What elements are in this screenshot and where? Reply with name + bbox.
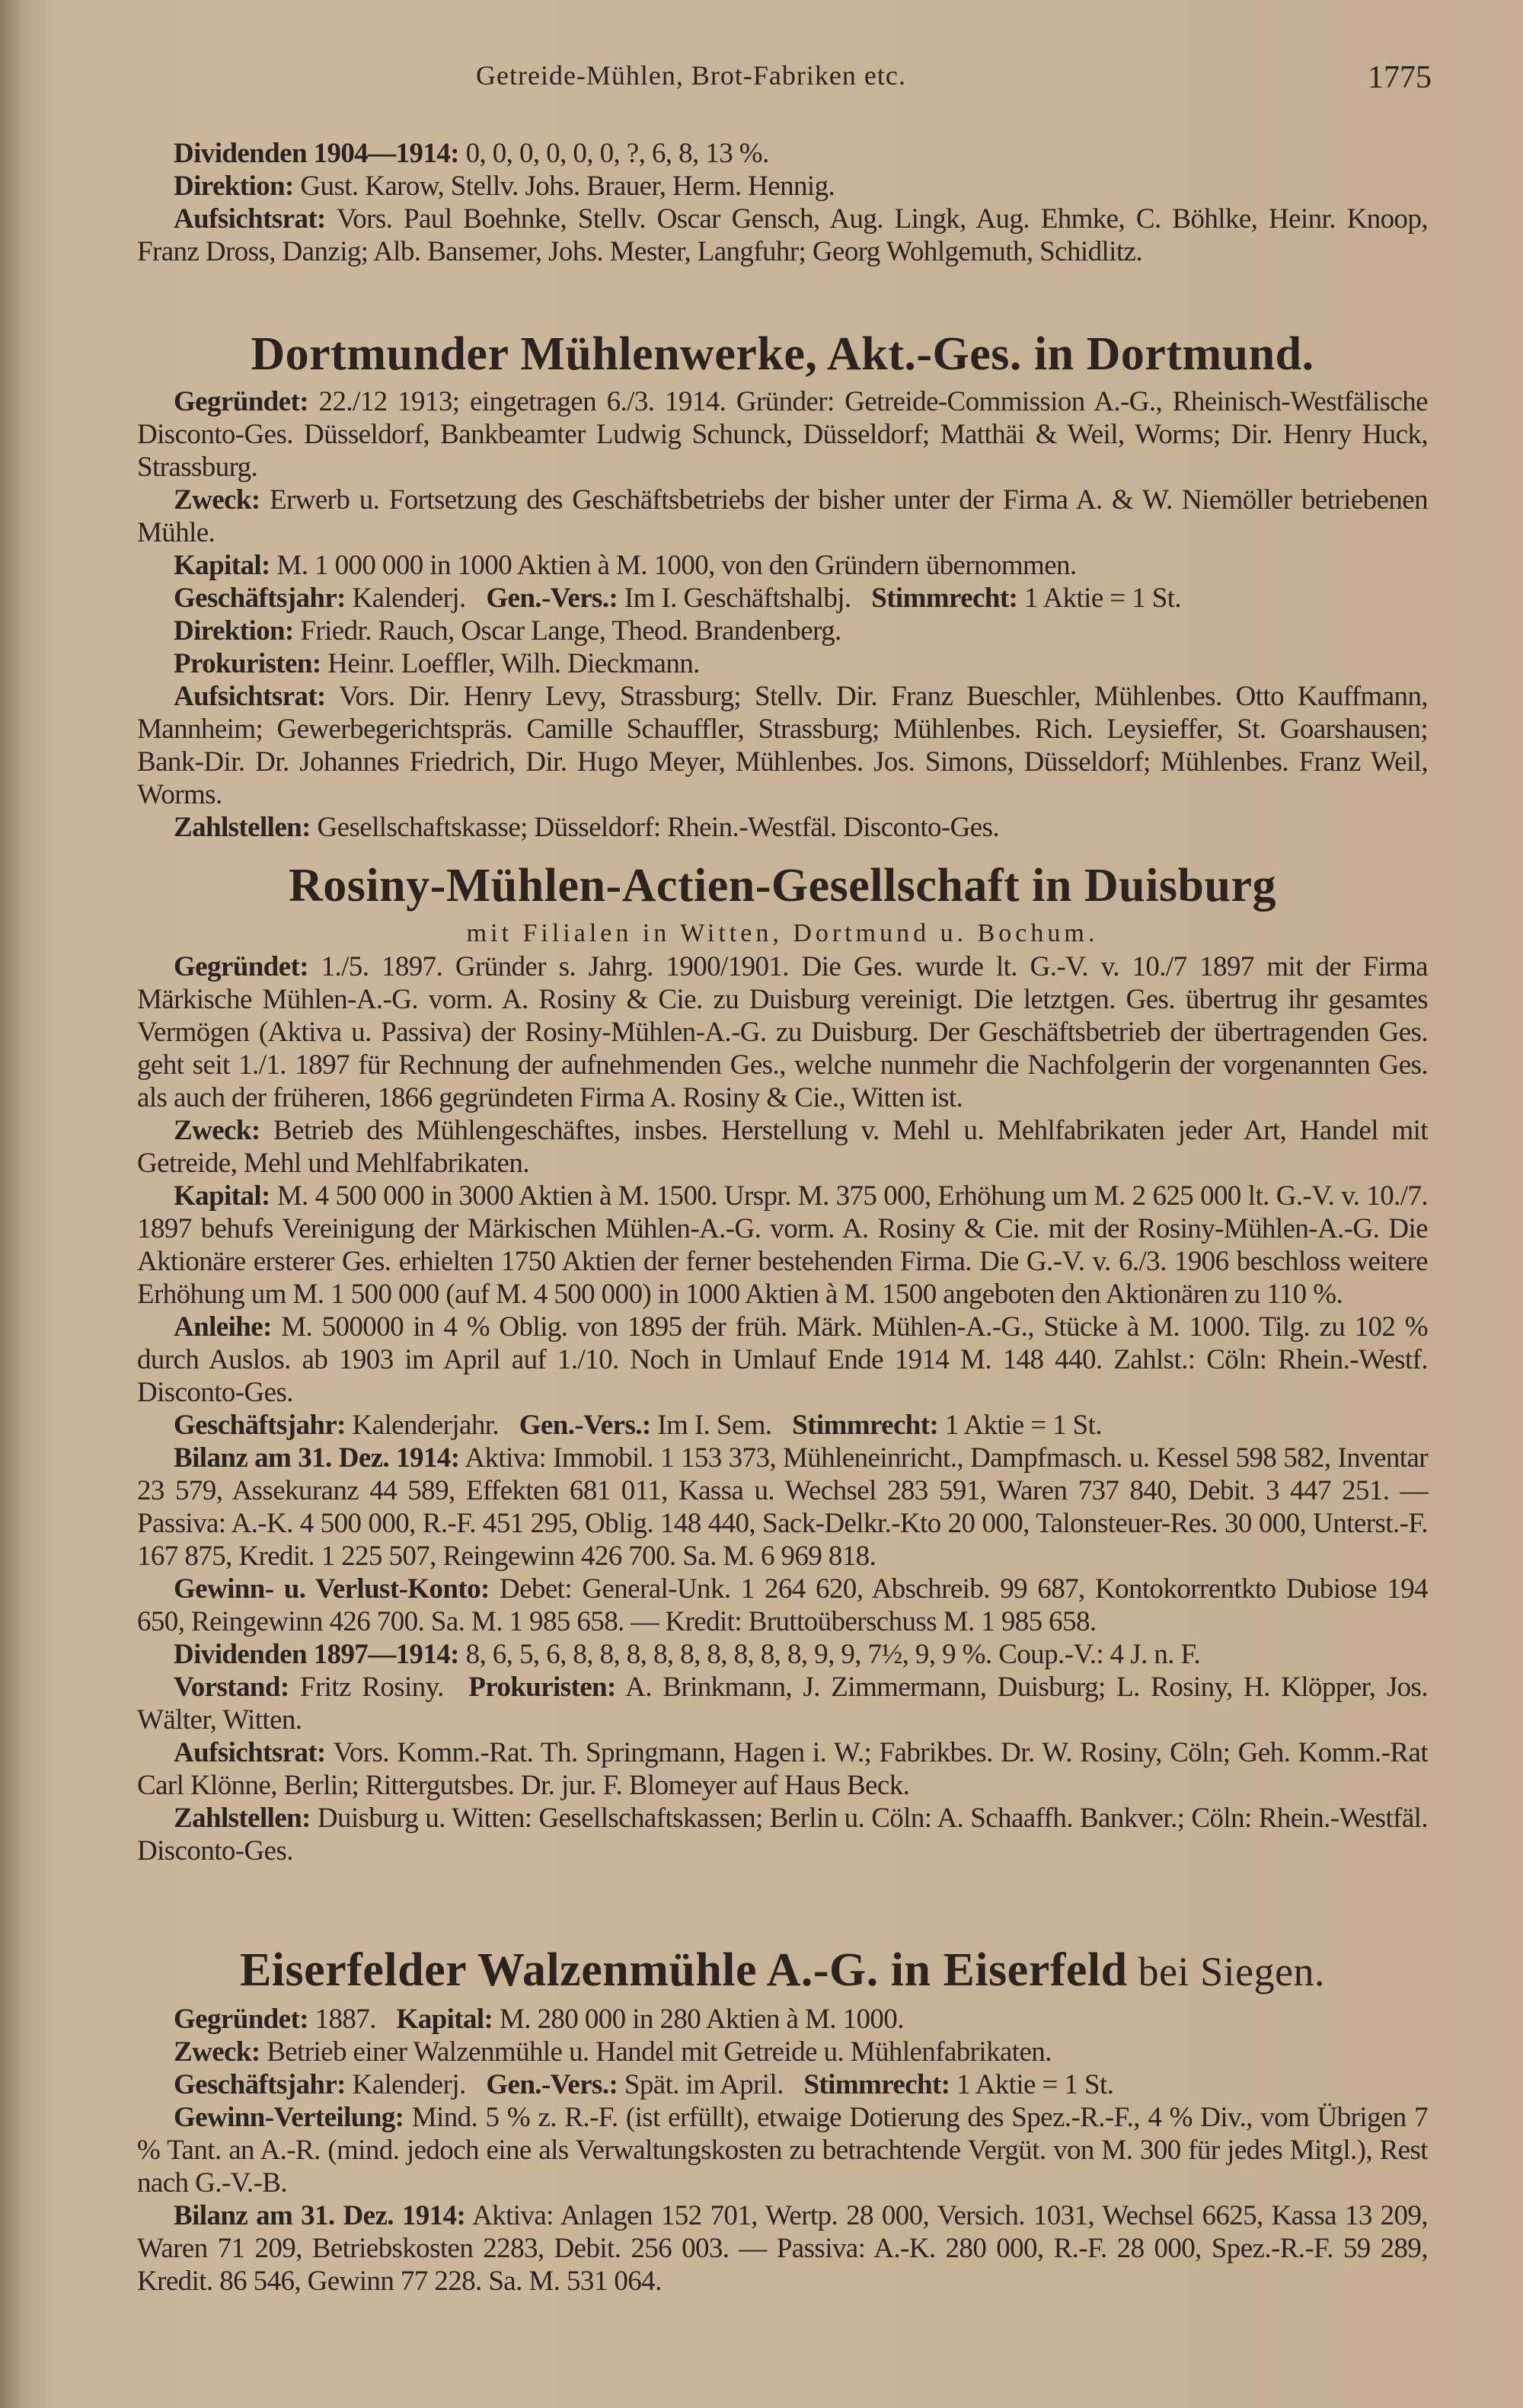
field-value: Aktiva: Anlagen 152 701, Wertp. 28 000, Versich. 1031, Wechsel 6625, Kassa 13 209, Waren 71 209, Betriebskosten 2283, Debit. 256 003. — Passiva: A.-K. 280 000, R.-F. 28 000, Spez.-R.-F. 59 289, Kredit. 86 546, Gewinn 77 228. Sa. M. 531 064. — [137, 2200, 1429, 2297]
field-value: Gesellschaftskasse; Düsseldorf: Rhein.-Westfäl. Disconto-Ges. — [317, 812, 1000, 843]
field-value: Betrieb einer Walzenmühle u. Handel mit Getreide u. Mühlenfabrikaten. — [267, 2036, 1052, 2068]
section-rosiny-muehlen — [137, 859, 1428, 1867]
field-value: Vors. Dir. Henry Levy, Strassburg; Stellv. Dir. Franz Bueschler, Mühlenbes. Otto Kauffmann, Mannheim; Gewerbegerichtspräs. Camille Schauffler, Strassburg; Mühlenbes. Rich. Leysieffer, St. Goarshausen; Bank-Dir. Dr. Johannes Friedrich, Dir. Hugo Meyer, Mühlenbes. Jos. Simons, Düsseldorf; Mühlenbes. Franz Weil, Worms. — [137, 681, 1428, 810]
field-label: Zahlstellen: — [174, 1803, 311, 1834]
entry-paragraph — [137, 582, 1428, 615]
entry-paragraph — [137, 2003, 1428, 2036]
field-value: Duisburg u. Witten: Gesellschaftskassen; Berlin u. Cöln: A. Schaaffh. Bankver.; Cöln: Rhein.-Westfäl. Disconto-Ges. — [137, 1803, 1428, 1867]
field-value: Betrieb des Mühlengeschäftes, insbes. Herstellung v. Mehl u. Mehlfabrikaten jeder Art, Handel mit Getreide, Mehl und Mehlfabrikaten. — [137, 1115, 1428, 1179]
field-label: Gewinn- u. Verlust-Konto: — [174, 1573, 490, 1605]
field-value: M. 4 500 000 in 3000 Aktien à M. 1500. Urspr. M. 375 000, Erhöhung um M. 2 625 000 lt. G.-V. v. 10./7. 1897 behufs Vereinigung der Märkischen Mühlen-A.-G. vorm. A. Rosiny & Cie. mit der Rosiny-Mühlen-A.-G. Die Aktionäre ersterer Ges. erhielten 1750 Aktien der ferner bestehenden Firma. Die G.-V. v. 6./3. 1906 beschloss weitere Erhöhung um M. 1 500 000 (auf M. 4 500 000) in 1000 Aktien à M. 1500 angeboten den Aktionären zu 110 %. — [137, 1180, 1428, 1310]
field-label: Gegründet: — [174, 951, 308, 982]
company-name: Eiserfelder Walzenmühle A.-G. in Eiserfeld — [239, 1944, 1128, 1996]
company-name: Dortmunder Mühlenwerke, Akt.-Ges. in Dortmund. — [251, 328, 1314, 380]
field-value: Vors. Paul Boehnke, Stellv. Oscar Gensch, Aug. Lingk, Aug. Ehmke, C. Böhlke, Heinr. Knoop, Franz Dross, Danzig; Alb. Bansemer, Johs. Mester, Langfuhr; Georg Wohlgemuth, Schidlitz. — [137, 203, 1428, 267]
entry-paragraph — [137, 203, 1428, 268]
field-label: Kapital: — [396, 2004, 493, 2035]
running-title: Getreide-Mühlen, Brot-Fabriken etc. — [476, 60, 906, 91]
entry-paragraph — [137, 811, 1428, 844]
field-value: Gust. Karow, Stellv. Johs. Brauer, Herm. Hennig. — [300, 171, 835, 202]
field-label: Geschäftsjahr: — [174, 1410, 346, 1441]
field-label: Dividenden 1897—1914: — [174, 1639, 459, 1670]
field-value: 1 Aktie = 1 St. — [956, 2069, 1114, 2100]
field-label: Bilanz am 31. Dez. 1914: — [174, 1442, 460, 1474]
field-label: Stimmrecht: — [803, 2069, 950, 2100]
entry-paragraph — [137, 1736, 1428, 1802]
field-label: Zweck: — [174, 484, 260, 516]
entry-paragraph — [137, 2101, 1428, 2199]
running-header — [137, 59, 1432, 97]
field-value: Mind. 5 % z. R.-F. (ist erfüllt), etwaige Dotierung des Spez.-R.-F., 4 % Div., vom Übrigen 7 % Tant. an A.-R. (mind. jedoch eine als Verwaltungskosten zu betrachtende Vergüt. von M. 300 für jedes Mitgl.), Rest nach G.-V.-B. — [137, 2102, 1428, 2199]
field-label: Stimmrecht: — [792, 1410, 939, 1441]
field-value: Vors. Komm.-Rat. Th. Springmann, Hagen i. W.; Fabrikbes. Dr. W. Rosiny, Cöln; Geh. Komm.-Rat Carl Klönne, Berlin; Rittergutsbes. Dr. jur. F. Blomeyer auf Haus Beck. — [137, 1737, 1428, 1801]
entry-paragraph — [137, 170, 1428, 203]
field-value: 22./12 1913; eingetragen 6./3. 1914. Gründer: Getreide-Commission A.-G., Rheinisch-Westfälische Disconto-Ges. Düsseldorf, Bankbeamter Ludwig Schunck, Düsseldorf; Matthäi & Weil, Worms; Dir. Henry Huck, Strassburg. — [137, 386, 1428, 483]
field-label: Gegründet: — [174, 386, 308, 417]
field-label: Direktion: — [174, 171, 294, 202]
field-label: Vorstand: — [174, 1672, 289, 1703]
entry-paragraph — [137, 1573, 1428, 1638]
entry-paragraph — [137, 1311, 1428, 1409]
company-location-suffix: bei Siegen. — [1127, 1949, 1326, 1994]
field-value: 1887. — [314, 2004, 376, 2035]
entry-paragraph — [137, 1442, 1428, 1573]
field-label: Dividenden 1904—1914: — [174, 138, 459, 169]
field-value: Fritz Rosiny. — [299, 1672, 444, 1703]
entry-paragraph — [137, 549, 1428, 582]
field-label: Kapital: — [174, 1180, 270, 1212]
field-value: Im I. Sem. — [657, 1410, 772, 1441]
field-label: Direktion: — [174, 615, 294, 647]
field-label: Prokuristen: — [468, 1672, 616, 1703]
entry-paragraph — [137, 950, 1428, 1114]
entry-paragraph — [137, 2036, 1428, 2068]
field-label: Gen.-Vers.: — [486, 2069, 618, 2100]
field-value: 8, 6, 5, 6, 8, 8, 8, 8, 8, 8, 8, 8, 8, 9, 9, 7½, 9, 9 %. Coup.-V.: 4 J. n. F. — [465, 1639, 1201, 1670]
entry-paragraph — [137, 647, 1428, 680]
entry-paragraph — [137, 2199, 1428, 2298]
field-label: Gewinn-Verteilung: — [174, 2102, 404, 2133]
field-value: 0, 0, 0, 0, 0, 0, ?, 6, 8, 13 %. — [465, 138, 769, 169]
field-label: Gen.-Vers.: — [486, 583, 618, 614]
field-value: 1 Aktie = 1 St. — [944, 1410, 1102, 1441]
entry-paragraph — [137, 1671, 1428, 1736]
entry-paragraph — [137, 1409, 1428, 1442]
field-label: Aufsichtsrat: — [174, 1737, 326, 1768]
field-label: Bilanz am 31. Dez. 1914: — [174, 2200, 466, 2231]
field-value: Im I. Geschäftshalbj. — [624, 583, 851, 614]
page-number: 1775 — [1368, 60, 1432, 95]
company-name: Rosiny-Mühlen-Actien-Gesellschaft in Duisburg — [289, 860, 1276, 912]
field-label: Geschäftsjahr: — [174, 2069, 346, 2100]
entry-paragraph — [137, 1638, 1428, 1671]
entry-paragraph — [137, 385, 1428, 484]
field-value: M. 1 000 000 in 1000 Aktien à M. 1000, von den Gründern übernommen. — [276, 550, 1077, 581]
entry-paragraph — [137, 1802, 1428, 1867]
field-value: Kalenderjahr. — [352, 1410, 500, 1441]
field-value: Kalenderj. — [352, 583, 466, 614]
field-value: M. 500000 in 4 % Oblig. von 1895 der früh. Märk. Mühlen-A.-G., Stücke à M. 1000. Tilg. zu 102 % durch Auslos. ab 1903 im April auf 1./10. Noch in Umlauf Ende 1914 M. 148 440. Zahlst.: Cöln: Rhein.-Westf. Disconto-Ges. — [137, 1311, 1428, 1408]
entry-paragraph — [137, 1114, 1428, 1180]
company-heading — [137, 327, 1428, 381]
entry-paragraph — [137, 1180, 1428, 1311]
field-value: M. 280 000 in 280 Aktien à M. 1000. — [499, 2004, 904, 2035]
entry-paragraph — [137, 680, 1428, 811]
field-label: Zweck: — [174, 2036, 260, 2068]
entry-paragraph — [137, 615, 1428, 647]
field-label: Geschäftsjahr: — [174, 583, 346, 614]
entry-paragraph — [137, 137, 1428, 170]
section-eiserfelder-walzenmuehle — [137, 1943, 1428, 2298]
field-value: A. Brinkmann, J. Zimmermann, Duisburg; L. Rosiny, H. Klöpper, Jos. Wälter, Witten. — [137, 1672, 1429, 1736]
field-value: Debet: General-Unk. 1 264 620, Abschreib. 99 687, Kontokorrentkto Dubiose 194 650, Reingewinn 426 700. Sa. M. 1 985 658. — Kredit: Bruttoüberschuss M. 1 985 658. — [137, 1573, 1428, 1637]
company-subtitle: mit Filialen in Witten, Dortmund u. Bochum. — [466, 919, 1099, 947]
field-label: Aufsichtsrat: — [174, 681, 326, 712]
section-continuation — [137, 137, 1428, 268]
entry-paragraph — [137, 2068, 1428, 2101]
field-value: Erwerb u. Fortsetzung des Geschäftsbetriebs der bisher unter der Firma A. & W. Niemöller betriebenen Mühle. — [137, 484, 1428, 548]
field-value: Friedr. Rauch, Oscar Lange, Theod. Brandenberg. — [300, 615, 841, 647]
field-label: Aufsichtsrat: — [174, 203, 326, 235]
field-label: Prokuristen: — [174, 648, 321, 679]
field-value: Spät. im April. — [624, 2069, 784, 2100]
section-dortmunder-muehlenwerke — [137, 327, 1428, 844]
company-heading — [137, 1943, 1428, 1998]
field-label: Gegründet: — [174, 2004, 308, 2035]
field-value: Heinr. Loeffler, Wilh. Dieckmann. — [327, 648, 700, 679]
field-label: Gen.-Vers.: — [519, 1410, 651, 1441]
field-value: Aktiva: Immobil. 1 153 373, Mühleneinricht., Dampfmasch. u. Kessel 598 582, Inventar 23 579, Assekuranz 44 589, Effekten 681 011, Kassa u. Wechsel 283 591, Waren 737 840, Debit. 3 447 251. — Passiva: A.-K. 4 500 000, R.-F. 451 295, Oblig. 148 440, Sack-Delkr.-Kto 20 000, Talonsteuer-Res. 30 000, Unterst.-F. 167 875, Kredit. 1 225 507, Reingewinn 426 700. Sa. M. 6 969 818. — [137, 1442, 1429, 1572]
field-value: 1./5. 1897. Gründer s. Jahrg. 1900/1901. Die Ges. wurde lt. G.-V. v. 10./7 1897 mit der Firma Märkische Mühlen-A.-G. vorm. A. Rosiny & Cie. zu Duisburg vereinigt. Die letztgen. Ges. übertrug ihr gesamtes Vermögen (Aktiva u. Passiva) der Rosiny-Mühlen-A.-G. zu Duisburg. Der Geschäftsbetrieb der übertragenden Ges. geht seit 1./1. 1897 für Rechnung der aufnehmenden Ges., welche nunmehr die Nachfolgerin der vorgenannten Ges. als auch der früheren, 1866 gegründeten Firma A. Rosiny & Cie., Witten ist. — [137, 951, 1428, 1113]
entry-paragraph — [137, 484, 1428, 549]
field-label: Stimmrecht: — [871, 583, 1018, 614]
field-value: 1 Aktie = 1 St. — [1023, 583, 1182, 614]
field-value: Kalenderj. — [352, 2069, 466, 2100]
field-label: Anleihe: — [174, 1311, 272, 1343]
company-heading — [137, 859, 1428, 912]
field-label: Kapital: — [174, 550, 270, 581]
field-label: Zahlstellen: — [174, 812, 311, 843]
field-label: Zweck: — [174, 1115, 260, 1146]
